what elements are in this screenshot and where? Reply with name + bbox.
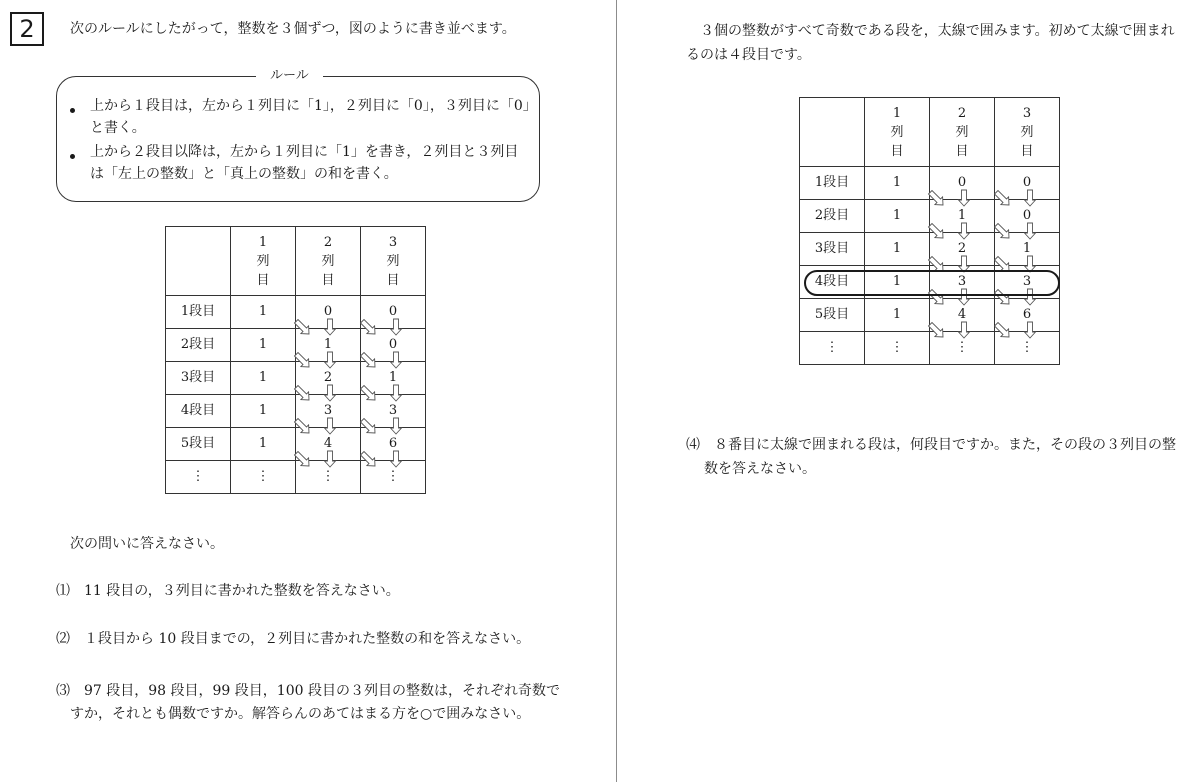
table-cell: ⋮: [995, 332, 1060, 365]
table-row: [800, 299, 1060, 332]
table-cell: 2: [930, 233, 995, 266]
table-cell: ⋮: [930, 332, 995, 365]
table-cell: 6: [361, 428, 426, 461]
table-row: [166, 461, 426, 494]
table-cell: 1: [865, 200, 930, 233]
table-row: [166, 395, 426, 428]
column-header-char: 目: [321, 272, 335, 288]
bullet-icon: [70, 154, 75, 159]
table-row: [800, 200, 1060, 233]
table-cell: 1: [231, 329, 296, 362]
row-label: 5段目: [166, 428, 231, 461]
table-cell: 3: [930, 266, 995, 299]
table-row: [166, 329, 426, 362]
column-header-char: 2: [957, 105, 967, 121]
table-row: [800, 332, 1060, 365]
table-cell: 3: [296, 395, 361, 428]
question-3-line-2: すか，それとも偶数ですか。解答らんのあてはまる方を○で囲みなさい。: [70, 706, 531, 722]
rule-line-1: 上から１段目は，左から１列目に「1」，２列目に「0」，３列目に「0」: [90, 98, 537, 114]
table-cell: 4: [930, 299, 995, 332]
table-cell: 6: [995, 299, 1060, 332]
row-label: ⋮: [800, 332, 865, 365]
column-header-char: 目: [256, 272, 270, 288]
bullet-icon: [70, 108, 75, 113]
row-label: 2段目: [166, 329, 231, 362]
column-header-2: [296, 227, 361, 296]
table-cell: 0: [296, 296, 361, 329]
question-4-line-2: 数を答えなさい。: [704, 461, 816, 477]
table-cell: 1: [296, 329, 361, 362]
table-cell: 1: [231, 395, 296, 428]
row-label: 5段目: [800, 299, 865, 332]
number-table-right: [799, 97, 1060, 365]
table-cell: 2: [296, 362, 361, 395]
table-cell: 1: [231, 362, 296, 395]
table-cell: 1: [865, 266, 930, 299]
table-cell: 1: [361, 362, 426, 395]
row-label: ⋮: [166, 461, 231, 494]
corner-cell: [166, 227, 231, 296]
table-cell: 1: [865, 167, 930, 200]
column-header-2: [930, 98, 995, 167]
table-cell: 1: [231, 428, 296, 461]
row-label: 3段目: [166, 362, 231, 395]
table-cell: 3: [361, 395, 426, 428]
column-header-3: [995, 98, 1060, 167]
row-label: 1段目: [166, 296, 231, 329]
table-cell: 1: [865, 299, 930, 332]
table-cell: 0: [361, 329, 426, 362]
column-header-char: 列: [955, 124, 969, 140]
row-label: 2段目: [800, 200, 865, 233]
column-header-char: 列: [256, 253, 270, 269]
rule-line-4: は「左上の整数」と「真上の整数」の和を書く。: [90, 166, 398, 182]
table-cell: ⋮: [865, 332, 930, 365]
table-cell: 1: [231, 296, 296, 329]
problem-number-box: 2: [10, 12, 44, 46]
column-header-1: [231, 227, 296, 296]
table-row: [166, 428, 426, 461]
thick-line-highlight-oval: [804, 270, 1060, 296]
table-cell: 3: [995, 266, 1060, 299]
table-cell: 1: [995, 233, 1060, 266]
question-2: ⑵ １段目から 10 段目までの，２列目に書かれた整数の和を答えなさい。: [56, 631, 531, 647]
table-cell: ⋮: [296, 461, 361, 494]
table-cell: ⋮: [361, 461, 426, 494]
table-cell: 0: [930, 167, 995, 200]
table-cell: 1: [930, 200, 995, 233]
table-row: [166, 296, 426, 329]
right-intro-line-1: ３個の整数がすべて奇数である段を，太線で囲みます。初めて太線で囲まれ: [700, 23, 1175, 39]
corner-cell: [800, 98, 865, 167]
questions-lead: 次の問いに答えなさい。: [70, 536, 224, 552]
column-header-char: 目: [1020, 143, 1034, 159]
table-cell: 1: [865, 233, 930, 266]
right-intro-line-2: るのは４段目です。: [686, 47, 811, 63]
column-header-char: 3: [388, 234, 398, 250]
question-4-line-1: ⑷ ８番目に太線で囲まれる段は，何段目ですか。また，その段の３列目の整: [686, 437, 1176, 453]
question-3-line-1: ⑶ 97 段目，98 段目，99 段目，100 段目の３列目の整数は，それぞれ奇数で: [56, 683, 560, 699]
column-header-char: 2: [323, 234, 333, 250]
column-header-char: 列: [890, 124, 904, 140]
table-cell: 0: [995, 167, 1060, 200]
table-row: [800, 233, 1060, 266]
column-header-3: [361, 227, 426, 296]
column-header-char: 列: [321, 253, 335, 269]
column-header-char: 1: [258, 234, 268, 250]
rule-line-3: 上から２段目以降は，左から１列目に「1」を書き，２列目と３列目: [90, 144, 519, 160]
row-label: 4段目: [800, 266, 865, 299]
rule-line-2: と書く。: [90, 120, 146, 136]
table-row: [166, 362, 426, 395]
column-header-char: 1: [892, 105, 902, 121]
question-1: ⑴ 11 段目の，３列目に書かれた整数を答えなさい。: [56, 583, 400, 599]
row-label: 3段目: [800, 233, 865, 266]
number-table-left: [165, 226, 426, 494]
column-header-char: 目: [955, 143, 969, 159]
column-header-char: 列: [386, 253, 400, 269]
column-header-char: 列: [1020, 124, 1034, 140]
table-cell: ⋮: [231, 461, 296, 494]
page-divider: [616, 0, 617, 782]
rule-box-title: ルール: [256, 67, 323, 85]
column-header-char: 目: [386, 272, 400, 288]
table-cell: 0: [361, 296, 426, 329]
column-header-1: [865, 98, 930, 167]
table-cell: 0: [995, 200, 1060, 233]
table-row: [800, 167, 1060, 200]
table-cell: 4: [296, 428, 361, 461]
row-label: 4段目: [166, 395, 231, 428]
row-label: 1段目: [800, 167, 865, 200]
problem-intro: 次のルールにしたがって，整数を３個ずつ，図のように書き並べます。: [70, 21, 516, 37]
column-header-char: 目: [890, 143, 904, 159]
column-header-char: 3: [1022, 105, 1032, 121]
